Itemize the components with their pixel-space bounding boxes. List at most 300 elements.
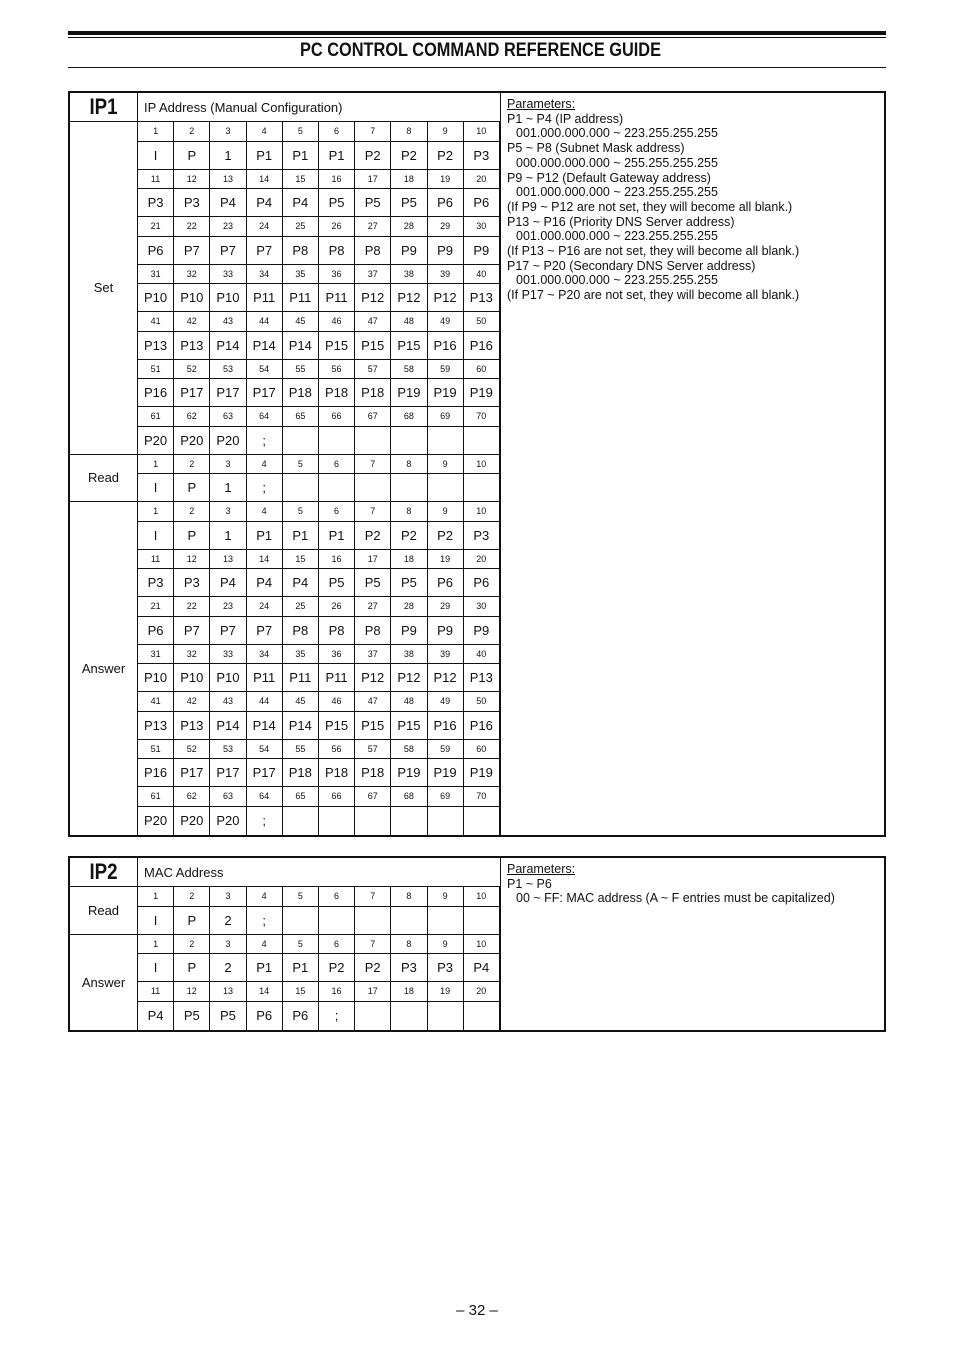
byte-index-cell: 34 — [247, 645, 283, 664]
byte-index-cell: 51 — [138, 360, 174, 379]
byte-value-cell: P13 — [464, 664, 500, 691]
byte-index-cell: 41 — [138, 312, 174, 331]
byte-index-cell: 61 — [138, 407, 174, 426]
byte-value-cell: P12 — [355, 284, 391, 311]
byte-index-cell: 35 — [283, 645, 319, 664]
byte-index-cell: 50 — [464, 692, 500, 711]
byte-index-cell: 32 — [174, 265, 210, 284]
byte-value-cell: P18 — [319, 379, 355, 406]
byte-index-cell: 13 — [210, 170, 246, 189]
section-label-read: Read — [70, 455, 137, 503]
byte-index-cell: 7 — [355, 455, 391, 474]
byte-value-cell: P8 — [283, 617, 319, 644]
byte-index-cell: 31 — [138, 645, 174, 664]
byte-index-cell: 24 — [247, 217, 283, 236]
byte-index-cell: 21 — [138, 217, 174, 236]
byte-value-cell: P5 — [355, 189, 391, 216]
byte-index-cell: 6 — [319, 122, 355, 141]
byte-index-cell: 8 — [391, 122, 427, 141]
byte-index-cell: 69 — [428, 407, 464, 426]
byte-value-row — [138, 1002, 500, 1030]
byte-value-cell: I — [138, 474, 174, 501]
byte-value-cell: P15 — [319, 332, 355, 359]
byte-index-cell: 4 — [247, 887, 283, 906]
byte-value-cell: P6 — [464, 189, 500, 216]
byte-value-row — [138, 954, 500, 982]
byte-value-cell: P20 — [174, 807, 210, 835]
parameters-heading: Parameters: — [507, 97, 576, 111]
byte-index-cell: 13 — [210, 982, 246, 1001]
byte-value-cell: P3 — [138, 569, 174, 596]
byte-index-cell: 41 — [138, 692, 174, 711]
byte-index-cell: 15 — [283, 982, 319, 1001]
byte-index-cell: 6 — [319, 455, 355, 474]
byte-value-cell: P15 — [355, 332, 391, 359]
byte-value-cell: P16 — [464, 712, 500, 739]
parameter-line: 001.000.000.000 ~ 223.255.255.255 — [516, 126, 718, 141]
byte-index-row — [138, 550, 500, 570]
byte-index-cell: 45 — [283, 692, 319, 711]
byte-value-cell — [464, 1002, 500, 1030]
byte-value-cell: P6 — [138, 237, 174, 264]
byte-index-cell: 21 — [138, 597, 174, 616]
byte-index-cell: 57 — [355, 740, 391, 759]
byte-index-cell: 10 — [464, 122, 500, 141]
byte-value-cell: P19 — [428, 759, 464, 786]
byte-index-cell: 48 — [391, 692, 427, 711]
section-label-read: Read — [70, 887, 137, 935]
byte-index-cell: 59 — [428, 740, 464, 759]
byte-index-cell: 9 — [428, 455, 464, 474]
byte-index-cell: 70 — [464, 407, 500, 426]
byte-value-row — [138, 617, 500, 645]
byte-value-cell: P14 — [283, 332, 319, 359]
byte-value-cell — [319, 474, 355, 501]
byte-value-cell — [391, 807, 427, 835]
byte-index-row — [138, 455, 500, 475]
byte-index-cell: 65 — [283, 787, 319, 806]
byte-index-cell: 10 — [464, 935, 500, 954]
byte-index-cell: 45 — [283, 312, 319, 331]
parameters-panel — [500, 93, 884, 835]
byte-index-cell: 57 — [355, 360, 391, 379]
byte-value-cell: P — [174, 522, 210, 549]
byte-value-cell — [283, 427, 319, 454]
byte-value-cell: P14 — [283, 712, 319, 739]
byte-value-cell: P — [174, 907, 210, 934]
parameter-line: P1 ~ P4 (IP address) — [507, 111, 624, 126]
byte-index-cell: 62 — [174, 407, 210, 426]
byte-value-cell — [428, 474, 464, 501]
byte-index-cell: 33 — [210, 265, 246, 284]
section-label-set: Set — [70, 122, 137, 455]
byte-index-cell: 2 — [174, 122, 210, 141]
byte-value-cell: P5 — [174, 1002, 210, 1030]
byte-value-cell: P7 — [174, 617, 210, 644]
byte-index-cell: 43 — [210, 692, 246, 711]
byte-value-cell: P1 — [283, 522, 319, 549]
byte-index-cell: 4 — [247, 935, 283, 954]
byte-value-cell: I — [138, 522, 174, 549]
byte-index-cell: 12 — [174, 982, 210, 1001]
byte-value-cell — [464, 807, 500, 835]
byte-index-cell: 42 — [174, 312, 210, 331]
byte-index-cell: 63 — [210, 787, 246, 806]
byte-value-cell: P11 — [247, 284, 283, 311]
byte-index-cell: 19 — [428, 170, 464, 189]
byte-index-cell: 26 — [319, 597, 355, 616]
byte-value-cell: P13 — [138, 332, 174, 359]
byte-index-cell: 13 — [210, 550, 246, 569]
byte-index-cell: 10 — [464, 455, 500, 474]
byte-value-cell: P6 — [464, 569, 500, 596]
byte-value-cell: P6 — [283, 1002, 319, 1030]
byte-index-cell: 2 — [174, 935, 210, 954]
byte-index-cell: 10 — [464, 887, 500, 906]
header-rule-thin — [68, 37, 886, 38]
byte-index-cell: 66 — [319, 787, 355, 806]
parameter-line: 000.000.000.000 ~ 255.255.255.255 — [516, 155, 718, 170]
byte-index-cell: 67 — [355, 407, 391, 426]
byte-index-cell: 18 — [391, 982, 427, 1001]
byte-index-cell: 62 — [174, 787, 210, 806]
byte-index-cell: 16 — [319, 170, 355, 189]
byte-value-cell: P11 — [319, 284, 355, 311]
byte-index-cell: 3 — [210, 122, 246, 141]
byte-value-cell: P6 — [247, 1002, 283, 1030]
parameter-line: P17 ~ P20 (Secondary DNS Server address) — [507, 258, 756, 273]
parameter-line: P9 ~ P12 (Default Gateway address) — [507, 170, 711, 185]
page-number: – 32 – — [456, 1302, 498, 1319]
byte-value-cell: ; — [247, 474, 283, 501]
byte-index-cell: 30 — [464, 597, 500, 616]
byte-index-cell: 17 — [355, 982, 391, 1001]
byte-value-cell: P16 — [138, 379, 174, 406]
byte-value-cell: P12 — [391, 284, 427, 311]
byte-value-cell: P15 — [319, 712, 355, 739]
byte-index-cell: 17 — [355, 550, 391, 569]
byte-value-row — [138, 907, 500, 935]
byte-index-row — [138, 692, 500, 712]
byte-index-cell: 7 — [355, 122, 391, 141]
byte-index-cell: 12 — [174, 550, 210, 569]
byte-value-cell: P6 — [138, 617, 174, 644]
byte-value-row — [138, 332, 500, 360]
byte-index-cell: 49 — [428, 312, 464, 331]
byte-index-cell: 25 — [283, 217, 319, 236]
byte-index-cell: 27 — [355, 217, 391, 236]
byte-index-cell: 17 — [355, 170, 391, 189]
byte-value-cell: P14 — [210, 712, 246, 739]
byte-value-cell: P10 — [138, 664, 174, 691]
byte-value-cell: P5 — [319, 189, 355, 216]
byte-value-cell: P7 — [210, 237, 246, 264]
byte-index-cell: 70 — [464, 787, 500, 806]
byte-index-cell: 35 — [283, 265, 319, 284]
command-code-text: IP1 — [89, 94, 119, 119]
byte-index-cell: 23 — [210, 597, 246, 616]
byte-value-cell — [355, 474, 391, 501]
byte-value-cell — [391, 427, 427, 454]
byte-value-cell — [283, 807, 319, 835]
byte-value-cell: P4 — [210, 569, 246, 596]
byte-value-cell: P3 — [464, 522, 500, 549]
command-title: MAC Address — [138, 858, 500, 887]
byte-index-cell: 7 — [355, 502, 391, 521]
byte-value-row — [138, 379, 500, 407]
byte-value-cell: P11 — [319, 664, 355, 691]
parameters-panel — [500, 858, 884, 1030]
byte-index-cell: 14 — [247, 550, 283, 569]
byte-value-cell: P19 — [428, 379, 464, 406]
byte-value-cell — [391, 1002, 427, 1030]
byte-value-cell: P16 — [138, 759, 174, 786]
byte-index-cell: 6 — [319, 887, 355, 906]
byte-index-row — [138, 312, 500, 332]
byte-value-cell: P8 — [283, 237, 319, 264]
byte-index-cell: 20 — [464, 982, 500, 1001]
byte-value-cell: P20 — [174, 427, 210, 454]
byte-value-cell — [428, 907, 464, 934]
byte-value-row — [138, 427, 500, 455]
byte-index-cell: 55 — [283, 740, 319, 759]
byte-index-cell: 68 — [391, 787, 427, 806]
byte-value-row — [138, 807, 500, 835]
byte-index-cell: 15 — [283, 170, 319, 189]
byte-index-row — [138, 217, 500, 237]
byte-index-cell: 7 — [355, 887, 391, 906]
byte-value-cell: P13 — [138, 712, 174, 739]
command-table-ip2 — [68, 856, 886, 1032]
byte-value-cell: 2 — [210, 954, 246, 981]
byte-value-cell: P11 — [283, 664, 319, 691]
parameters-heading: Parameters: — [507, 862, 576, 876]
byte-index-cell: 8 — [391, 887, 427, 906]
byte-index-cell: 1 — [138, 887, 174, 906]
byte-value-cell: P11 — [247, 664, 283, 691]
byte-value-cell: P17 — [247, 759, 283, 786]
byte-index-cell: 1 — [138, 455, 174, 474]
byte-index-cell: 7 — [355, 935, 391, 954]
byte-index-cell: 3 — [210, 455, 246, 474]
byte-value-cell: P7 — [247, 617, 283, 644]
byte-index-cell: 3 — [210, 502, 246, 521]
byte-index-cell: 29 — [428, 217, 464, 236]
byte-value-cell: P — [174, 142, 210, 169]
byte-value-cell: P5 — [355, 569, 391, 596]
byte-value-cell: P5 — [391, 569, 427, 596]
byte-index-row — [138, 597, 500, 617]
byte-value-cell: 1 — [210, 142, 246, 169]
byte-index-cell: 5 — [283, 455, 319, 474]
byte-index-cell: 28 — [391, 217, 427, 236]
byte-value-cell: I — [138, 142, 174, 169]
byte-index-cell: 9 — [428, 502, 464, 521]
header-rule-thick — [68, 31, 886, 35]
byte-value-cell — [464, 907, 500, 934]
byte-value-cell: P2 — [355, 142, 391, 169]
byte-index-cell: 23 — [210, 217, 246, 236]
byte-value-cell: P15 — [391, 332, 427, 359]
byte-index-row — [138, 265, 500, 285]
byte-index-cell: 9 — [428, 122, 464, 141]
byte-index-cell: 40 — [464, 645, 500, 664]
byte-index-cell: 4 — [247, 502, 283, 521]
byte-value-cell: ; — [247, 907, 283, 934]
byte-value-cell: P9 — [464, 617, 500, 644]
byte-value-cell: P8 — [355, 617, 391, 644]
byte-index-cell: 4 — [247, 122, 283, 141]
byte-index-cell: 26 — [319, 217, 355, 236]
byte-value-cell: P11 — [283, 284, 319, 311]
byte-value-cell: P17 — [247, 379, 283, 406]
byte-value-row — [138, 189, 500, 217]
byte-value-cell: P12 — [428, 284, 464, 311]
byte-index-cell: 53 — [210, 360, 246, 379]
byte-value-cell: P2 — [319, 954, 355, 981]
page-title: PC CONTROL COMMAND REFERENCE GUIDE — [300, 40, 662, 61]
byte-value-cell: P12 — [428, 664, 464, 691]
section-label-answer: Answer — [81, 660, 126, 676]
byte-index-cell: 24 — [247, 597, 283, 616]
byte-value-cell — [355, 1002, 391, 1030]
byte-value-cell: P1 — [247, 954, 283, 981]
byte-value-row — [138, 142, 500, 170]
byte-value-cell: P9 — [391, 617, 427, 644]
byte-index-cell: 2 — [174, 887, 210, 906]
parameter-line: 001.000.000.000 ~ 223.255.255.255 — [516, 273, 718, 288]
byte-value-cell: P6 — [428, 189, 464, 216]
byte-value-cell: P17 — [174, 379, 210, 406]
byte-value-cell: P20 — [210, 427, 246, 454]
byte-value-cell: 1 — [210, 474, 246, 501]
byte-value-cell: P4 — [283, 189, 319, 216]
byte-index-cell: 69 — [428, 787, 464, 806]
byte-index-cell: 18 — [391, 550, 427, 569]
byte-value-row — [138, 712, 500, 740]
byte-index-cell: 58 — [391, 740, 427, 759]
byte-index-cell: 64 — [247, 787, 283, 806]
byte-value-cell: P1 — [247, 142, 283, 169]
byte-index-cell: 8 — [391, 502, 427, 521]
byte-index-cell: 36 — [319, 645, 355, 664]
byte-index-row — [138, 982, 500, 1002]
byte-value-cell: P — [174, 474, 210, 501]
byte-index-cell: 2 — [174, 502, 210, 521]
byte-value-cell: P1 — [319, 142, 355, 169]
byte-index-cell: 36 — [319, 265, 355, 284]
byte-index-cell: 19 — [428, 550, 464, 569]
byte-value-cell: 2 — [210, 907, 246, 934]
byte-index-cell: 60 — [464, 360, 500, 379]
byte-value-cell: P3 — [138, 189, 174, 216]
byte-value-cell: P17 — [210, 759, 246, 786]
byte-value-cell: P9 — [391, 237, 427, 264]
byte-index-cell: 16 — [319, 982, 355, 1001]
byte-value-cell: P12 — [391, 664, 427, 691]
byte-index-cell: 52 — [174, 740, 210, 759]
byte-index-cell: 37 — [355, 645, 391, 664]
byte-index-cell: 66 — [319, 407, 355, 426]
byte-value-cell: P5 — [210, 1002, 246, 1030]
byte-index-cell: 8 — [391, 935, 427, 954]
byte-index-cell: 54 — [247, 740, 283, 759]
byte-index-cell: 5 — [283, 935, 319, 954]
parameter-line: P13 ~ P16 (Priority DNS Server address) — [507, 214, 735, 229]
byte-index-cell: 8 — [391, 455, 427, 474]
byte-index-cell: 56 — [319, 740, 355, 759]
byte-index-cell: 18 — [391, 170, 427, 189]
byte-index-cell: 11 — [138, 170, 174, 189]
byte-index-row — [138, 645, 500, 665]
byte-value-cell: I — [138, 954, 174, 981]
byte-index-cell: 15 — [283, 550, 319, 569]
byte-value-cell: P — [174, 954, 210, 981]
byte-index-cell: 9 — [428, 935, 464, 954]
byte-value-cell: P1 — [247, 522, 283, 549]
byte-value-cell: P16 — [464, 332, 500, 359]
parameter-line: (If P9 ~ P12 are not set, they will become all blank.) — [507, 199, 793, 214]
byte-value-cell — [355, 807, 391, 835]
byte-index-cell: 14 — [247, 982, 283, 1001]
byte-value-row — [138, 569, 500, 597]
byte-index-cell: 68 — [391, 407, 427, 426]
byte-index-cell: 1 — [138, 935, 174, 954]
byte-value-cell: P3 — [464, 142, 500, 169]
byte-value-cell: P1 — [283, 142, 319, 169]
byte-value-cell: P20 — [210, 807, 246, 835]
byte-value-cell: P2 — [428, 142, 464, 169]
byte-index-cell: 5 — [283, 122, 319, 141]
byte-index-cell: 61 — [138, 787, 174, 806]
byte-value-cell: P3 — [428, 954, 464, 981]
byte-index-cell: 42 — [174, 692, 210, 711]
byte-index-cell: 47 — [355, 692, 391, 711]
byte-value-cell: P9 — [428, 237, 464, 264]
byte-value-cell: P19 — [391, 759, 427, 786]
byte-index-cell: 54 — [247, 360, 283, 379]
byte-index-cell: 38 — [391, 645, 427, 664]
byte-value-cell: P9 — [428, 617, 464, 644]
byte-value-cell — [428, 427, 464, 454]
byte-value-cell: P8 — [319, 617, 355, 644]
byte-index-cell: 9 — [428, 887, 464, 906]
byte-index-cell: 27 — [355, 597, 391, 616]
byte-value-cell: P16 — [428, 332, 464, 359]
header-rule-bottom — [68, 67, 886, 68]
byte-index-cell: 48 — [391, 312, 427, 331]
byte-value-cell: P13 — [464, 284, 500, 311]
byte-index-cell: 55 — [283, 360, 319, 379]
byte-value-cell: P10 — [210, 284, 246, 311]
byte-index-cell: 3 — [210, 935, 246, 954]
byte-index-cell: 1 — [138, 502, 174, 521]
byte-value-cell — [319, 427, 355, 454]
byte-index-cell: 33 — [210, 645, 246, 664]
byte-value-cell: P7 — [210, 617, 246, 644]
byte-index-cell: 50 — [464, 312, 500, 331]
byte-index-cell: 52 — [174, 360, 210, 379]
byte-value-cell: I — [138, 907, 174, 934]
byte-value-row — [138, 759, 500, 787]
byte-value-cell: P12 — [355, 664, 391, 691]
command-title: IP Address (Manual Configuration) — [138, 93, 500, 122]
byte-value-cell: P6 — [428, 569, 464, 596]
byte-value-cell: P2 — [355, 522, 391, 549]
byte-value-cell — [319, 907, 355, 934]
byte-value-cell: P20 — [138, 807, 174, 835]
byte-index-cell: 43 — [210, 312, 246, 331]
